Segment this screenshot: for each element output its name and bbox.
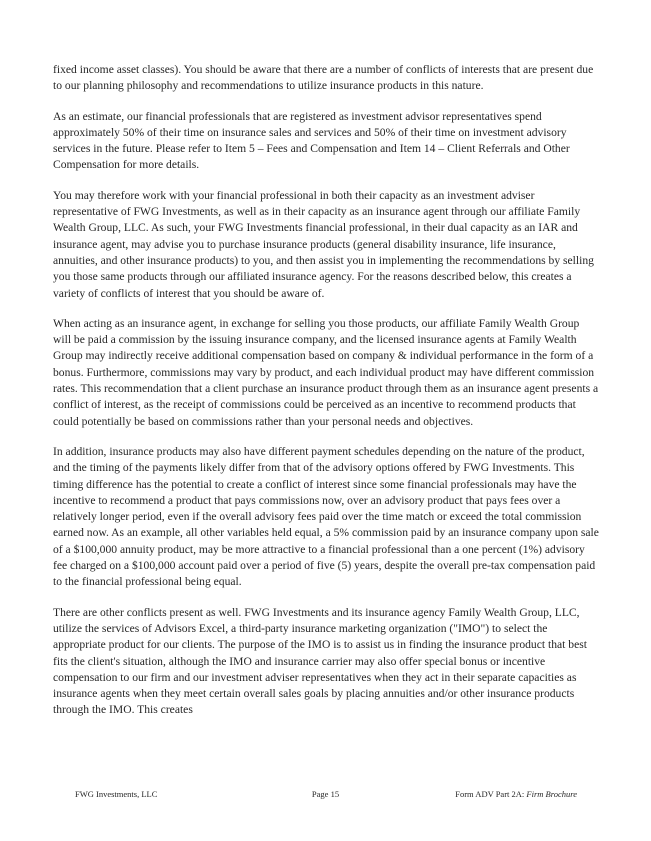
footer-firm-name: FWG Investments, LLC <box>75 789 158 799</box>
footer-page-number: Page 15 <box>311 789 340 799</box>
paragraph-dual-capacity: You may therefore work with your financial professional in both their capacity as an investment adviser representative of FWG Investments, as well as in their capacity as an insurance agent through our affiliate Family Wealth Group, LLC. As such, your FWG Investments financial professional, in their dual capacity as an IAR and insurance agent, may advise you to purchase insurance products (general disability insurance, life insurance, annuities, and other insurance products) to you, and then assist you in implementing the recommendations by selling you those same products through our affiliated insurance agency. For the reasons described below, this creates a variety of conflicts of interest that you should be aware of. <box>53 188 594 300</box>
footer-document-title <box>455 789 577 800</box>
page-body <box>53 62 599 733</box>
paragraph-payment-schedules: In addition, insurance products may also have different payment schedules depending on the nature of the product, and the timing of the payments likely differ from that of the advisory options offered by FWG Investments. This timing difference has the potential to create a conflict of interest since some financial professionals may have the incentive to recommend a product that pays commissions now, over an advisory product that pays fees over a relatively longer period, even if the overall advisory fees paid over the time match or exceed the total commission earned now. As an example, all other variables held equal, a 5% commission paid by an insurance company upon sale of a $100,000 annuity product, may be more attractive to a financial professional than a one percent (1%) advisory fee charged on a $100,000 account paid over a period of five (5) years, despite the overall pre-tax compensation paid to the financial professional being equal. <box>53 444 599 589</box>
paragraph-time-estimate: As an estimate, our financial professionals that are registered as investment advisor representatives spend approximately 50% of their time on insurance sales and services and 50% of their time on investment advisory services in the future. Please refer to Item 5 – Fees and Compensation and Item 14 – Client Referrals and Other Compensation for more details. <box>53 109 570 172</box>
footer-brochure-title: Firm Brochure <box>526 789 577 799</box>
page-footer <box>0 789 651 803</box>
paragraph-imo-conflicts: There are other conflicts present as well. FWG Investments and its insurance agency Family Wealth Group, LLC, utilize the services of Advisors Excel, a third-party insurance marketing organization ("IMO") to select the appropriate product for our clients. The purpose of the IMO is to assist us in finding the insurance product that best fits the client's situation, although the IMO and insurance carrier may also offer special bonus or incentive compensation to our firm and our investment adviser representatives when they act in their separate capacities as insurance agents when they meet certain overall sales goals by placing annuities and/or other insurance products through the IMO. This creates <box>53 605 587 717</box>
footer-form-label: Form ADV Part 2A: <box>455 789 527 799</box>
paragraph-commissions: When acting as an insurance agent, in exchange for selling you those products, our affiliate Family Wealth Group will be paid a commission by the issuing insurance company, and the licensed insurance agents at Family Wealth Group may indirectly receive additional compensation based on company & individual performance in the form of a bonus. Furthermore, commissions may vary by product, and each individual product may have different commission rates. This recommendation that a client purchase an insurance product through them as an insurance agent presents a conflict of interest, as the receipt of commissions could be perceived as an incentive to recommend products that could potentially be based on commissions rather than your personal needs and objectives. <box>53 316 599 428</box>
paragraph-conflicts-intro: fixed income asset classes). You should be aware that there are a number of conflicts of interests that are present due to our planning philosophy and recommendations to utilize insurance products in this nature. <box>53 63 594 93</box>
